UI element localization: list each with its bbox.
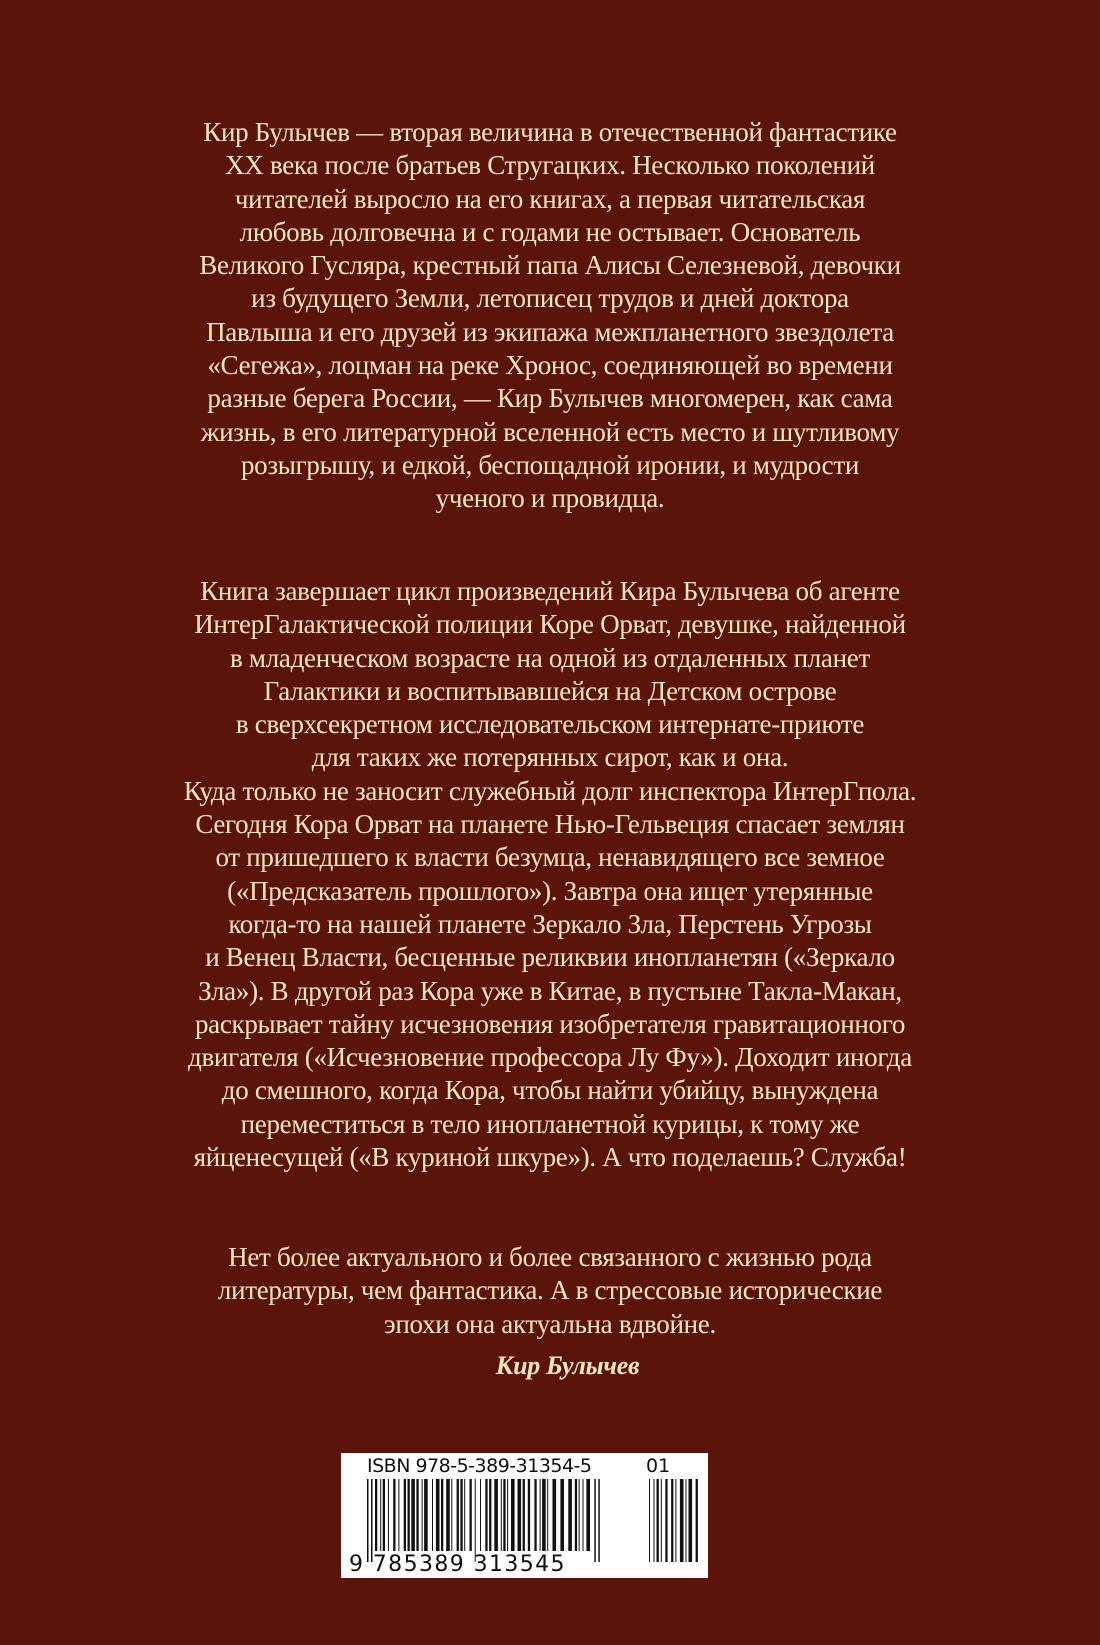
barcode-bar	[446, 1479, 450, 1551]
text-line: когда-то на нашей планете Зеркало Зла, Перстень Угрозы	[228, 908, 872, 939]
text-line: читателей выросло на его книгах, а первая читательская	[234, 183, 866, 214]
barcode-bar	[371, 1479, 373, 1562]
barcode-bar	[649, 1479, 650, 1562]
text-line: разные берега России, — Кир Булычев многомерен, как сама	[207, 383, 893, 414]
text-line: ученого и провидца.	[435, 483, 665, 514]
barcode-bar	[575, 1479, 577, 1551]
barcode-bar	[598, 1479, 600, 1562]
barcode-bar	[507, 1479, 508, 1551]
text-line: литературы, чем фантастика. А в стрессовые исторические	[217, 1275, 883, 1306]
barcode-bar	[367, 1479, 369, 1562]
text-line: яйценесущей («В куриной шкуре»). А что поделаешь? Служба!	[193, 1142, 907, 1173]
barcode-bar	[489, 1479, 491, 1551]
barcode-bar	[560, 1479, 564, 1551]
quote-signature: Кир Булычев	[495, 1350, 640, 1380]
text-line: Великого Гусляра, крестный папа Алисы Селезневой, девочки	[199, 250, 901, 281]
text-line: Книга завершает цикл произведений Кира Булычева об агенте	[200, 576, 900, 606]
barcode-bar	[689, 1479, 693, 1562]
text-line: Куда только не заносит служебный долг инспектора ИнтерГпола.	[183, 775, 917, 806]
barcode-bar	[547, 1479, 548, 1551]
text-line: переместиться в тело инопланетной курицы, к тому же	[240, 1108, 860, 1139]
barcode-bar	[383, 1479, 385, 1551]
barcode-bar	[586, 1479, 590, 1551]
barcode-bar	[579, 1479, 580, 1551]
barcode-bar	[393, 1479, 395, 1551]
barcode-bar	[503, 1479, 505, 1551]
barcode-bar	[511, 1479, 515, 1551]
barcode-bar	[398, 1479, 399, 1551]
barcode-bar	[518, 1479, 522, 1551]
isbn-barcode	[341, 1453, 708, 1578]
barcode-bar	[408, 1479, 410, 1551]
text-line: XX века после братьев Стругацких. Несколько поколений	[225, 150, 875, 181]
text-line: Сегодня Кора Орват на планете Нью-Гельвеция спасает землян	[195, 809, 905, 840]
text-line: Кир Булычев — вторая величина в отечественной фантастике	[203, 117, 897, 147]
barcode-bar	[696, 1479, 698, 1562]
text-line: и Венец Власти, бесценные реликвии инопланетян («Зеркало	[205, 942, 895, 973]
barcode-bar	[671, 1479, 673, 1562]
description-paragraph-2	[0, 575, 1100, 1174]
barcode-bar	[411, 1479, 415, 1551]
text-line: двигателя («Исчезновение профессора Лу Фу»). Доходит иногда	[188, 1042, 912, 1073]
barcode-bar	[424, 1479, 428, 1551]
text-line: Галактики и воспитывавшейся на Детском острове	[263, 675, 837, 706]
barcode-bar	[375, 1479, 377, 1551]
description-paragraph-1	[0, 116, 1100, 516]
text-line: от пришедшего к власти безумца, ненавидящего все земное	[215, 842, 885, 873]
text-line: до смешного, когда Кора, чтобы найти убийцу, вынуждена	[221, 1075, 879, 1106]
barcode-bar	[675, 1479, 676, 1562]
barcode-bar	[665, 1479, 667, 1562]
barcode-bar	[501, 1479, 502, 1551]
barcode-bar	[422, 1479, 423, 1551]
barcode-bar	[457, 1479, 459, 1551]
text-line: раскрывает тайну исчезновения изобретателя гравитационного	[194, 1008, 906, 1039]
text-line: любовь долговечна и с годами не остывает. Основатель	[239, 216, 861, 247]
barcode-bar	[661, 1479, 662, 1562]
barcode-bar	[432, 1479, 433, 1551]
barcode-bar	[464, 1479, 465, 1551]
barcode-addon: 01	[646, 1455, 671, 1477]
barcode-bar	[523, 1479, 525, 1551]
text-line: в младенческом возрасте на одной из отдаленных планет	[230, 642, 870, 673]
barcode-bar	[528, 1479, 530, 1551]
barcode-bar	[540, 1479, 541, 1551]
text-line: Павлыша и его друзей из экипажа межпланетного звездолета	[206, 316, 894, 347]
barcode-bar	[441, 1479, 443, 1551]
text-line: для таких же потерянных сирот, как и она.	[311, 742, 789, 773]
barcode-bar	[404, 1479, 406, 1551]
text-line: Зла»). В другой раз Кора уже в Китае, в пустыне Такла-Макан,	[198, 975, 902, 1006]
text-line: эпохи она актуальна вдвойне.	[384, 1308, 716, 1339]
text-line: жизнь, в его литературной вселенной есть место и шутливому	[200, 416, 900, 447]
barcode-bar	[480, 1479, 481, 1551]
text-line: Нет более актуального и более связанного с жизнью рода	[228, 1242, 872, 1272]
barcode-digits: 9 785389 313545	[349, 1552, 566, 1577]
text-line: («Предсказатель прошлого»). Завтра она ищет утерянные	[227, 875, 873, 906]
barcode-bar	[416, 1479, 418, 1551]
barcode-bar	[485, 1479, 487, 1551]
text-line: ИнтерГалактической полиции Коре Орват, девушке, найденной	[194, 609, 906, 640]
barcode-bar	[388, 1479, 389, 1551]
barcode-bar	[654, 1479, 655, 1562]
barcode-bar	[686, 1479, 687, 1562]
barcode-bar	[542, 1479, 546, 1551]
quote-paragraph	[0, 1241, 1100, 1382]
barcode-bar	[475, 1479, 476, 1562]
barcode-bar	[553, 1479, 557, 1551]
barcode-bar	[594, 1479, 596, 1562]
barcode-bar	[470, 1479, 472, 1551]
barcode-bar	[583, 1479, 584, 1551]
barcode-bar	[657, 1479, 659, 1562]
barcode-bar	[494, 1479, 498, 1551]
text-line: в сверхсекретном исследовательском интернате-приюте	[235, 709, 865, 740]
barcode-bar	[436, 1479, 440, 1551]
barcode-bar	[568, 1479, 572, 1551]
barcode-bar	[534, 1479, 536, 1551]
isbn-label: ISBN 978-5-389-31354-5	[367, 1455, 592, 1477]
text-line: розыгрышу, и едкой, беспощадной иронии, и мудрости	[240, 449, 860, 480]
barcode-bar	[451, 1479, 452, 1551]
text-line: из будущего Земли, летописец трудов и дней доктора	[251, 283, 849, 314]
barcode-bar	[380, 1479, 381, 1551]
barcode-bar	[680, 1479, 684, 1562]
text-line: «Сегежа», лоцман на реке Хронос, соединяющей во времени	[207, 350, 893, 381]
barcode-bar	[460, 1479, 462, 1551]
